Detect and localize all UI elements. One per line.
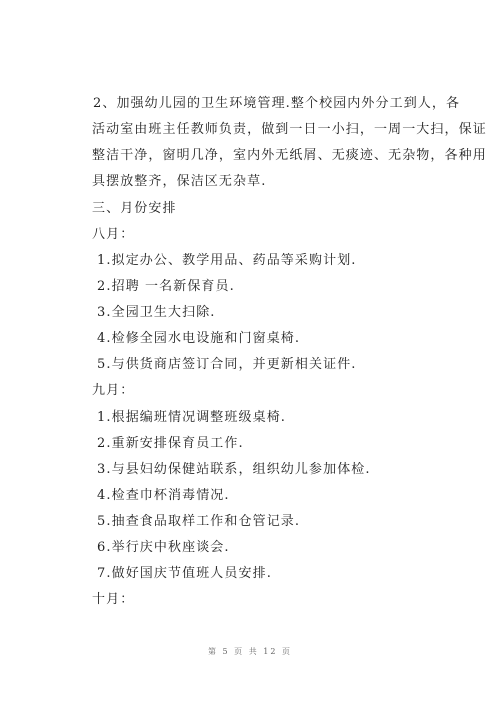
september-item-3: 3.与县妇幼保健站联系，组织幼儿参加体检. xyxy=(97,462,371,477)
paragraph-line-4: 具摆放整齐，保洁区无杂草. xyxy=(92,174,267,189)
month-heading-october: 十月： xyxy=(92,592,135,607)
september-item-4: 4.检查巾杯消毒情况. xyxy=(97,488,230,503)
month-heading-september: 九月： xyxy=(92,383,135,398)
paragraph-line-3: 整洁干净，窗明几净，室内外无纸屑、无痰迹、无杂物，各种用 xyxy=(92,148,487,163)
paragraph-line-2: 活动室由班主任教师负责，做到一日一小扫，一周一大扫，保证 xyxy=(92,122,487,137)
september-item-5: 5.抽查食品取样工作和仓管记录. xyxy=(97,514,301,529)
september-item-6: 6.举行庆中秋座谈会. xyxy=(97,540,230,555)
section-heading: 三、月份安排 xyxy=(92,201,177,216)
september-item-7: 7.做好国庆节值班人员安排. xyxy=(97,566,272,581)
august-item-3: 3.全园卫生大扫除. xyxy=(97,305,216,320)
september-item-1: 1.根据编班情况调整班级桌椅. xyxy=(97,410,287,425)
september-item-2: 2.重新安排保育员工作. xyxy=(97,436,244,451)
august-item-2: 2.招聘 一名新保育员. xyxy=(97,279,235,294)
august-item-4: 4.检修全园水电设施和门窗桌椅. xyxy=(97,331,301,346)
paragraph-line-1: 2、加强幼儿园的卫生环境管理.整个校园内外分工到人，各 xyxy=(93,96,461,111)
month-heading-august: 八月： xyxy=(92,227,135,242)
august-item-5: 5.与供货商店签订合同，并更新相关证件. xyxy=(97,357,357,372)
page-indicator: 第 5 页 共 12 页 xyxy=(208,647,292,656)
august-item-1: 1.拟定办公、教学用品、药品等采购计划. xyxy=(97,253,357,268)
